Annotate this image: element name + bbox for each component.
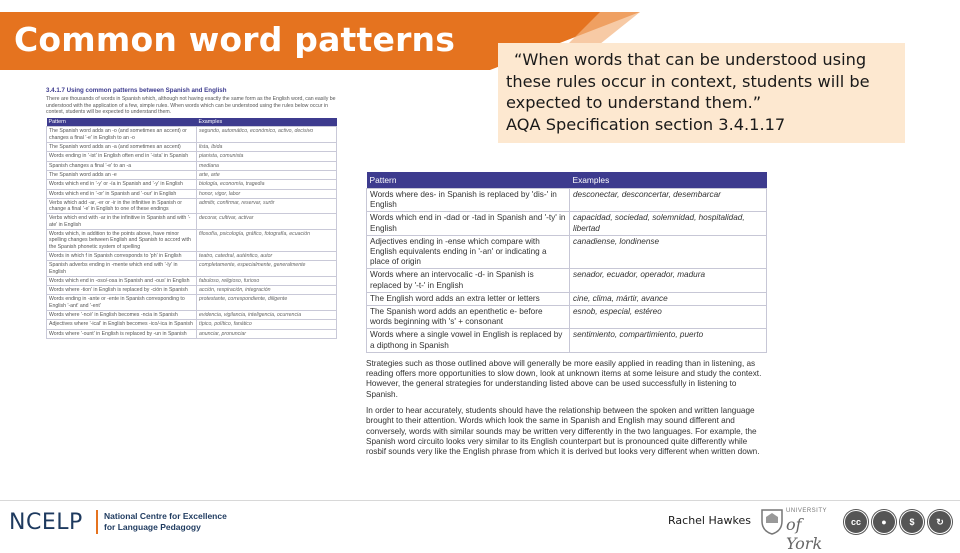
column-header: Pattern (47, 118, 197, 127)
pattern-cell: Words ending in -ante or -ente in Spanish corresponding to English '-ant' and '-ent' (47, 295, 197, 311)
nc-icon: $ (900, 510, 924, 534)
org-line: National Centre for Excellence (104, 511, 227, 521)
table-row (47, 295, 337, 311)
cc-icon: cc (844, 510, 868, 534)
table-row (367, 189, 767, 212)
slide-title: Common word patterns (14, 20, 456, 59)
pattern-cell: Words which, in addition to the points above, have minor spelling changes between English and Spanish to accord with the Spanish phonetic system of spelling (47, 230, 197, 252)
york-name: of York (786, 515, 823, 553)
quote-source: AQA Specification section 3.4.1.17 (506, 114, 786, 134)
examples-cell: decorar, cultivar, activar (197, 214, 337, 230)
examples-cell: evidencia, vigilancia, inteligencia, ocurrencia (197, 311, 337, 320)
pattern-cell: Words where -tion' in English is replaced by -ción in Spanish (47, 286, 197, 295)
pattern-cell: Words which end in -dad or -tad in Spanish and '-ty' in English (367, 212, 570, 235)
examples-cell: biología, economía, tragedia (197, 180, 337, 189)
org-line: for Language Pedagogy (104, 522, 201, 532)
crest-icon (760, 507, 784, 535)
pattern-cell: The Spanish word adds an -e (47, 170, 197, 179)
table-row (47, 143, 337, 152)
examples-cell: admitir, confirmar, reservar, surtir (197, 198, 337, 214)
pattern-cell: Adjectives where '-ical' in English becomes -ico/-ica in Spanish (47, 320, 197, 329)
pattern-cell: Words which end in '-y' or -ía in Spanish and '-y' in English (47, 180, 197, 189)
footer-divider (0, 500, 960, 501)
column-header: Examples (570, 172, 767, 189)
examples-cell: teatro, catedral, auténtico, autor (197, 251, 337, 260)
examples-cell: típico, político, fanático (197, 320, 337, 329)
table-row (47, 198, 337, 214)
strategies-paragraph: Strategies such as those outlined above will generally be more easily applied in reading than in listening, as reading offers more opportunities to slow down, look at unknown items at some leisure and study the context. However, the general strategies for understanding listed above can be used successfully in listening to Spanish. (366, 358, 762, 399)
quote-line: expected to understand them.” (506, 93, 762, 112)
table-row (367, 292, 767, 305)
pattern-cell: Words where des- in Spanish is replaced by 'dis-' in English (367, 189, 570, 212)
left-doc-heading: 3.4.1.7 Using common patterns between Spanish and English (46, 87, 227, 94)
table-row (367, 212, 767, 235)
examples-cell: anunciar, pronunciar (197, 329, 337, 338)
table-row (367, 329, 767, 352)
table-row (47, 214, 337, 230)
table-row (47, 286, 337, 295)
table-row (367, 306, 767, 329)
york-university-label: UNIVERSITY (786, 508, 828, 514)
table-row (47, 261, 337, 277)
right-document (366, 172, 766, 458)
ncelp-org-name (104, 511, 227, 533)
ncelp-logo: NCELP (9, 510, 83, 535)
column-header: Examples (197, 118, 337, 127)
examples-cell: canadiense, londinense (570, 235, 767, 269)
listening-paragraph: In order to hear accurately, students should have the relationship between the spoken and written language brought to their attention. Words which look the same in Spanish and English may sound different and conversely, words with similar sounds may be written very differently in the two languages. For example, the Spanish word circuito looks very similar to its English counterpart but is pronounced quite differently while rosbif sounds very like the English phrase from which it is derived but looks very different when written down. (366, 406, 760, 457)
table-row (47, 127, 337, 143)
table-row (47, 320, 337, 329)
examples-cell: pianista, comunista (197, 152, 337, 161)
table-row (47, 152, 337, 161)
quote-line: “When words that can be understood using (514, 50, 867, 69)
table-row (47, 161, 337, 170)
examples-cell: fabuloso, religioso, furioso (197, 276, 337, 285)
examples-cell: filosofía, psicología, gráfico, fotografía, ecuación (197, 230, 337, 252)
pattern-cell: Words where '-ncé' in English becomes -ncia in Spanish (47, 311, 197, 320)
table-row (47, 329, 337, 338)
column-header: Pattern (367, 172, 570, 189)
examples-cell: desconectar, desconcertar, desembarcar (570, 189, 767, 212)
university-of-york-logo (760, 506, 840, 553)
pattern-cell: The Spanish word adds an epenthetic e- before words beginning with 's' + consonant (367, 306, 570, 329)
pattern-cell: Spanish changes a final '-e' to an -a (47, 161, 197, 170)
license-icons (844, 510, 956, 534)
pattern-cell: The English word adds an extra letter or letters (367, 292, 570, 305)
pattern-cell: The Spanish word adds an -o (and sometimes an accent) or changes a final '-e' in English to an -o (47, 127, 197, 143)
table-row (47, 189, 337, 198)
pattern-cell: Verbs which add -ar, -er or -ir in the infinitive in Spanish or change a final '-e' in English to one of these endings (47, 198, 197, 214)
examples-cell: cine, clima, mártir, avance (570, 292, 767, 305)
left-pattern-table (46, 118, 337, 339)
left-document-scan (46, 88, 336, 488)
sa-icon: ↻ (928, 510, 952, 534)
pattern-cell: Words which end in '-or' in Spanish and '-our' in English (47, 189, 197, 198)
right-pattern-table (366, 172, 767, 353)
pattern-cell: Words where '-ount' in English is replaced by -un in Spanish (47, 329, 197, 338)
by-icon: ● (872, 510, 896, 534)
pattern-cell: Verbs which end with -ar in the infinitive in Spanish and with '-ate' in English (47, 214, 197, 230)
examples-cell: acción, respiración, integración (197, 286, 337, 295)
examples-cell: completamente, especialmente, generalmente (197, 261, 337, 277)
pattern-cell: Words in which f in Spanish corresponds to 'ph' in English (47, 251, 197, 260)
examples-cell: senador, ecuador, operador, madura (570, 269, 767, 292)
table-row (47, 251, 337, 260)
pattern-cell: Adjectives ending in -ense which compare with English equivalents ending in '-an' or indicating a place of origin (367, 235, 570, 269)
table-row (47, 180, 337, 189)
examples-cell: sentimiento, compartimiento, puerto (570, 329, 767, 352)
left-doc-intro: There are thousands of words in Spanish which, although not having exactly the same form as the English word, can easily be understood with the application of a few, simple rules. When words which can be understood using the rules below occur in context, students will be expected to understand them. (46, 96, 336, 115)
table-row (47, 276, 337, 285)
examples-cell: honor, vigor, labor (197, 189, 337, 198)
examples-cell: esnob, especial, estéreo (570, 306, 767, 329)
pattern-cell: The Spanish word adds an -a (and sometimes an accent) (47, 143, 197, 152)
examples-cell: lista, íbida (197, 143, 337, 152)
logo-divider (96, 510, 98, 534)
table-row (47, 230, 337, 252)
table-row (47, 170, 337, 179)
pattern-cell: Words where a single vowel in English is replaced by a dipthong in Spanish (367, 329, 570, 352)
pattern-cell: Words where an intervocalic -d- in Spanish is replaced by '-t-' in English (367, 269, 570, 292)
examples-cell: mediana (197, 161, 337, 170)
quote-box (498, 43, 905, 143)
presenter-name: Rachel Hawkes (668, 514, 751, 527)
quote-line: these rules occur in context, students will be (506, 71, 870, 91)
examples-cell: protestante, correspondiente, diligente (197, 295, 337, 311)
pattern-cell: Spanish adverbs ending in -mente which end with '-ly' in English (47, 261, 197, 277)
table-row (47, 311, 337, 320)
table-row (367, 235, 767, 269)
pattern-cell: Words which end in -oso/-osa in Spanish and -ous' in English (47, 276, 197, 285)
examples-cell: capacidad, sociedad, solemnidad, hospitalidad, libertad (570, 212, 767, 235)
table-row (367, 269, 767, 292)
examples-cell: segundo, automático, económico, activo, decisivo (197, 127, 337, 143)
pattern-cell: Words ending in '-ist' in English often end in '-ista' in Spanish (47, 152, 197, 161)
examples-cell: arte, arte (197, 170, 337, 179)
